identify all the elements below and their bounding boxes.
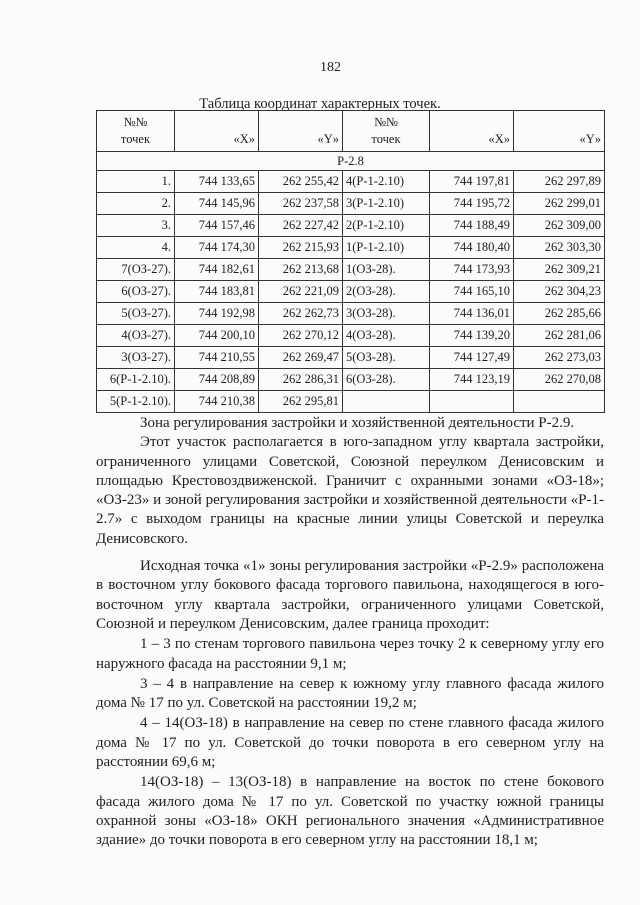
x-coordinate-cell: 744 173,93 (430, 259, 514, 281)
x-coordinate-cell: 744 192,98 (175, 303, 259, 325)
x-coordinate-cell: 744 182,61 (175, 259, 259, 281)
x-coordinate-cell: 744 210,55 (175, 347, 259, 369)
y-coordinate-cell: 262 237,58 (259, 193, 343, 215)
header-x: «X» (175, 111, 259, 152)
table-row (97, 193, 605, 215)
x-coordinate-cell: 744 157,46 (175, 215, 259, 237)
x-coordinate-cell: 744 139,20 (430, 325, 514, 347)
y-coordinate-cell: 262 270,08 (514, 369, 605, 391)
x-coordinate-cell: 744 123,19 (430, 369, 514, 391)
point-number-cell: 2(Р-1-2.10) (343, 215, 430, 237)
point-number-cell: 3(ОЗ-28). (343, 303, 430, 325)
y-coordinate-cell: 262 262,73 (259, 303, 343, 325)
table-row (97, 391, 605, 413)
point-number-cell: 6(ОЗ-28). (343, 369, 430, 391)
y-coordinate-cell: 262 303,30 (514, 237, 605, 259)
x-coordinate-cell: 744 195,72 (430, 193, 514, 215)
point-number-cell: 3. (97, 215, 175, 237)
x-coordinate-cell: 744 210,38 (175, 391, 259, 413)
header-point-number: №№ точек (97, 111, 175, 152)
point-number-cell (343, 391, 430, 413)
point-number-cell: 7(ОЗ-27). (97, 259, 175, 281)
boundary-segment: 1 – 3 по стенам торгового павильона через точку 2 к северному углу его наружного фасада на расстоянии 9,1 м; (96, 636, 604, 672)
boundary-segment: 4 – 14(ОЗ-18) в направление на север по стене главного фасада жилого дома № 17 по ул. Советской до точки поворота в его северном углу на расстоянии 69,6 м; (96, 715, 604, 771)
x-coordinate-cell: 744 208,89 (175, 369, 259, 391)
y-coordinate-cell: 262 281,06 (514, 325, 605, 347)
table-row (97, 369, 605, 391)
y-coordinate-cell (514, 391, 605, 413)
y-coordinate-cell: 262 297,89 (514, 171, 605, 193)
point-number-cell: 3(Р-1-2.10) (343, 193, 430, 215)
x-coordinate-cell: 744 145,96 (175, 193, 259, 215)
table-title: Таблица координат характерных точек. (199, 96, 441, 112)
y-coordinate-cell: 262 309,00 (514, 215, 605, 237)
table-row (97, 347, 605, 369)
y-coordinate-cell: 262 213,68 (259, 259, 343, 281)
point-number-cell: 5(ОЗ-27). (97, 303, 175, 325)
point-number-cell: 6(ОЗ-27). (97, 281, 175, 303)
table-row (97, 281, 605, 303)
boundary-segment: 3 – 4 в направление на север к южному углу главного фасада жилого дома № 17 по ул. Советской на расстоянии 19,2 м; (96, 675, 604, 712)
point-number-cell: 1. (97, 171, 175, 193)
x-coordinate-cell: 744 174,30 (175, 237, 259, 259)
y-coordinate-cell: 262 299,01 (514, 193, 605, 215)
y-coordinate-cell: 262 269,47 (259, 347, 343, 369)
header-y-2: «Y» (514, 111, 605, 152)
page-number: 182 (320, 60, 341, 75)
x-coordinate-cell: 744 200,10 (175, 325, 259, 347)
y-coordinate-cell: 262 215,93 (259, 237, 343, 259)
table-header-row (97, 111, 605, 152)
header-x-2: «X» (430, 111, 514, 152)
table-row (97, 303, 605, 325)
y-coordinate-cell: 262 295,81 (259, 391, 343, 413)
x-coordinate-cell (430, 391, 514, 413)
body-text (96, 414, 604, 851)
point-number-cell: 3(ОЗ-27). (97, 347, 175, 369)
x-coordinate-cell: 744 165,10 (430, 281, 514, 303)
coordinates-table (96, 110, 605, 413)
y-coordinate-cell: 262 221,09 (259, 281, 343, 303)
point-number-cell: 5(Р-1-2.10). (97, 391, 175, 413)
y-coordinate-cell: 262 309,21 (514, 259, 605, 281)
x-coordinate-cell: 744 183,81 (175, 281, 259, 303)
table-row (97, 325, 605, 347)
point-number-cell: 2. (97, 193, 175, 215)
header-y: «Y» (259, 111, 343, 152)
point-number-cell: 5(ОЗ-28). (343, 347, 430, 369)
table-section-row (97, 152, 605, 171)
section-label: Р-2.8 (97, 152, 605, 171)
boundary-segment: 14(ОЗ-18) – 13(ОЗ-18) в направление на восток по стене бокового фасада жилого дома № 17 по ул. Советской по участку южной границы охранной зоны «ОЗ-18» ОКН регионального значения «Административное здание» до точки поворота в его северном углу на расстоянии 18,1 м; (96, 774, 604, 849)
x-coordinate-cell: 744 180,40 (430, 237, 514, 259)
paragraph: Исходная точка «1» зоны регулирования застройки «Р-2.9» расположена в восточном углу бокового фасада торгового павильона, находящегося в юго-восточном углу квартала застройки, ограниченного улицами Советской, Союзной и переулком Денисовским, далее граница проходит: (96, 558, 604, 632)
x-coordinate-cell: 744 188,49 (430, 215, 514, 237)
table-row (97, 237, 605, 259)
point-number-cell: 1(Р-1-2.10) (343, 237, 430, 259)
y-coordinate-cell: 262 270,12 (259, 325, 343, 347)
point-number-cell: 4(ОЗ-27). (97, 325, 175, 347)
y-coordinate-cell: 262 273,03 (514, 347, 605, 369)
y-coordinate-cell: 262 304,23 (514, 281, 605, 303)
x-coordinate-cell: 744 127,49 (430, 347, 514, 369)
x-coordinate-cell: 744 197,81 (430, 171, 514, 193)
x-coordinate-cell: 744 133,65 (175, 171, 259, 193)
x-coordinate-cell: 744 136,01 (430, 303, 514, 325)
section-title: Зона регулирования застройки и хозяйственной деятельности Р-2.9. (140, 415, 575, 431)
table-row (97, 171, 605, 193)
point-number-cell: 4(ОЗ-28). (343, 325, 430, 347)
paragraph: Этот участок располагается в юго-западном углу квартала застройки, ограниченного улицами Советской, Союзной переулком Денисовским и площадью Крестовоздвиженской. Граничит с охранными зонами «ОЗ-18»; «ОЗ-23» и зоной регулирования застройки и хозяйственной деятельности «Р-1-2.7» с выходом границы на красные линии улицы Советской и переулка Денисовского. (96, 434, 604, 547)
point-number-cell: 1(ОЗ-28). (343, 259, 430, 281)
y-coordinate-cell: 262 227,42 (259, 215, 343, 237)
y-coordinate-cell: 262 255,42 (259, 171, 343, 193)
point-number-cell: 4(Р-1-2.10) (343, 171, 430, 193)
header-point-number-2: №№ точек (343, 111, 430, 152)
y-coordinate-cell: 262 285,66 (514, 303, 605, 325)
point-number-cell: 4. (97, 237, 175, 259)
table-row (97, 259, 605, 281)
y-coordinate-cell: 262 286,31 (259, 369, 343, 391)
table-row (97, 215, 605, 237)
point-number-cell: 6(Р-1-2.10). (97, 369, 175, 391)
point-number-cell: 2(ОЗ-28). (343, 281, 430, 303)
